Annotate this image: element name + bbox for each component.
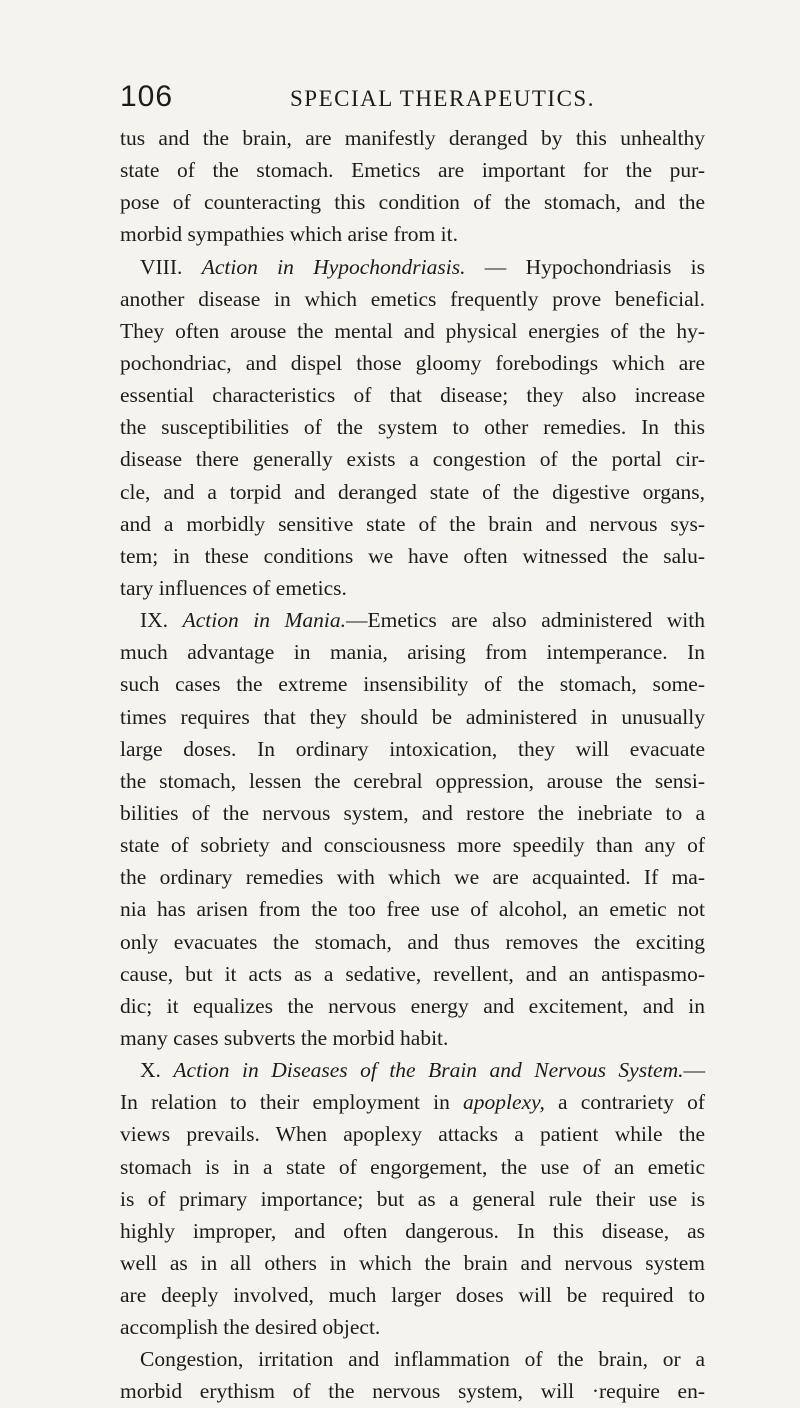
text-line — [120, 572, 705, 604]
text-line — [120, 443, 705, 475]
text-segment: tem; in these conditions we have often witnessed the salu- — [120, 543, 705, 568]
text-line — [120, 411, 705, 443]
text-segment: and a morbidly sensitive state of the brain and nervous sys- — [120, 511, 705, 536]
text-line — [120, 701, 705, 733]
text-line — [120, 1343, 705, 1375]
text-line — [120, 1118, 705, 1150]
page-number: 106 — [120, 80, 174, 113]
text-line — [120, 1054, 705, 1086]
text-segment: nia has arisen from the too free use of alcohol, an emetic not — [120, 897, 705, 922]
text-segment: large doses. In ordinary intoxication, they will evacuate — [120, 736, 705, 761]
italic-heading: Action in Mania. — [182, 608, 346, 633]
text-segment: stomach is in a state of engorgement, the use of an emetic — [120, 1154, 705, 1179]
text-segment: tary influences of emetics. — [120, 575, 347, 600]
text-segment: times requires that they should be administered in unusually — [120, 704, 705, 729]
text-line — [120, 1375, 705, 1407]
text-line — [120, 893, 705, 925]
page-header — [120, 80, 700, 120]
text-line — [120, 251, 705, 283]
text-line — [120, 797, 705, 829]
text-segment: accomplish the desired object. — [120, 1315, 381, 1340]
text-line — [120, 636, 705, 668]
text-line — [120, 1151, 705, 1183]
text-segment: only evacuates the stomach, and thus removes the exciting — [120, 929, 705, 954]
text-line — [120, 733, 705, 765]
text-segment: dic; it equalizes the nervous energy and excitement, and in — [120, 993, 705, 1018]
body-text — [120, 122, 705, 1408]
text-line — [120, 283, 705, 315]
text-segment: morbid sympathies which arise from it. — [120, 222, 458, 247]
italic-heading: Action in Diseases of the Brain and Nervous System. — [173, 1058, 684, 1083]
text-segment: is of primary importance; but as a general rule their use is — [120, 1186, 705, 1211]
text-line — [120, 122, 705, 154]
text-segment: pochondriac, and dispel those gloomy forebodings which are — [120, 350, 705, 375]
text-segment: cle, and a torpid and deranged state of the digestive organs, — [120, 479, 705, 504]
text-segment: tus and the brain, are manifestly deranged by this unhealthy — [120, 126, 705, 150]
text-segment: — — [683, 1058, 705, 1083]
text-segment: are deeply involved, much larger doses will be required to — [120, 1283, 705, 1308]
text-segment: another disease in which emetics frequently prove beneficial. — [120, 286, 705, 311]
text-line — [120, 990, 705, 1022]
text-segment: well as in all others in which the brain and nervous system — [120, 1250, 705, 1275]
text-segment: such cases the extreme insensibility of the stomach, some- — [120, 672, 705, 697]
text-line — [120, 1247, 705, 1279]
text-line — [120, 958, 705, 990]
text-line — [120, 1086, 705, 1118]
text-line — [120, 1279, 705, 1311]
text-segment: —Emetics are also administered with — [346, 608, 706, 633]
italic-heading: apoplexy, — [463, 1090, 545, 1115]
text-line — [120, 861, 705, 893]
text-line — [120, 1215, 705, 1247]
text-line — [120, 315, 705, 347]
text-segment: much advantage in mania, arising from intemperance. In — [120, 640, 705, 665]
text-line — [120, 154, 705, 186]
italic-heading: Action in Hypochondriasis. — [201, 254, 466, 279]
text-segment: — Hypochondriasis is — [465, 254, 705, 279]
text-segment: X. — [140, 1058, 174, 1083]
text-line — [120, 1311, 705, 1343]
text-segment: the stomach, lessen the cerebral oppression, arouse the sensi- — [120, 768, 705, 793]
text-segment: highly improper, and often dangerous. In this disease, as — [120, 1218, 705, 1243]
text-line — [120, 347, 705, 379]
text-segment: bilities of the nervous system, and restore the inebriate to a — [120, 800, 705, 825]
text-line — [120, 508, 705, 540]
text-line — [120, 829, 705, 861]
text-segment: VIII. — [140, 254, 202, 279]
text-segment: state of sobriety and consciousness more speedily than any of — [120, 833, 705, 858]
text-segment: IX. — [140, 608, 183, 633]
text-line — [120, 218, 705, 250]
text-line — [120, 476, 705, 508]
text-line — [120, 379, 705, 411]
text-line — [120, 1183, 705, 1215]
text-segment: the ordinary remedies with which we are acquainted. If ma- — [120, 865, 705, 890]
text-segment: disease there generally exists a congestion of the portal cir- — [120, 447, 705, 472]
text-segment: views prevails. When apoplexy attacks a patient while the — [120, 1122, 705, 1147]
text-segment: pose of counteracting this condition of the stomach, and the — [120, 190, 705, 215]
text-line — [120, 604, 705, 636]
text-segment: In relation to their employment in — [120, 1090, 464, 1115]
text-line — [120, 1022, 705, 1054]
text-line — [120, 540, 705, 572]
text-line — [120, 926, 705, 958]
text-segment: They often arouse the mental and physical energies of the hy- — [120, 318, 705, 343]
text-line — [120, 765, 705, 797]
text-segment: the susceptibilities of the system to other remedies. In this — [120, 415, 705, 440]
text-segment: many cases subverts the morbid habit. — [120, 1025, 449, 1050]
running-head: SPECIAL THERAPEUTICS. — [290, 86, 595, 111]
text-segment: morbid erythism of the nervous system, will ·require en- — [120, 1379, 705, 1404]
text-segment: cause, but it acts as a sedative, revellent, and an antispasmo- — [120, 961, 705, 986]
text-line — [120, 186, 705, 218]
text-segment: state of the stomach. Emetics are important for the pur- — [120, 158, 705, 183]
text-segment: essential characteristics of that disease; they also increase — [120, 383, 705, 408]
text-segment: a contrariety of — [544, 1090, 705, 1115]
text-line — [120, 668, 705, 700]
text-segment: Congestion, irritation and inflammation of the brain, or a — [140, 1347, 705, 1372]
